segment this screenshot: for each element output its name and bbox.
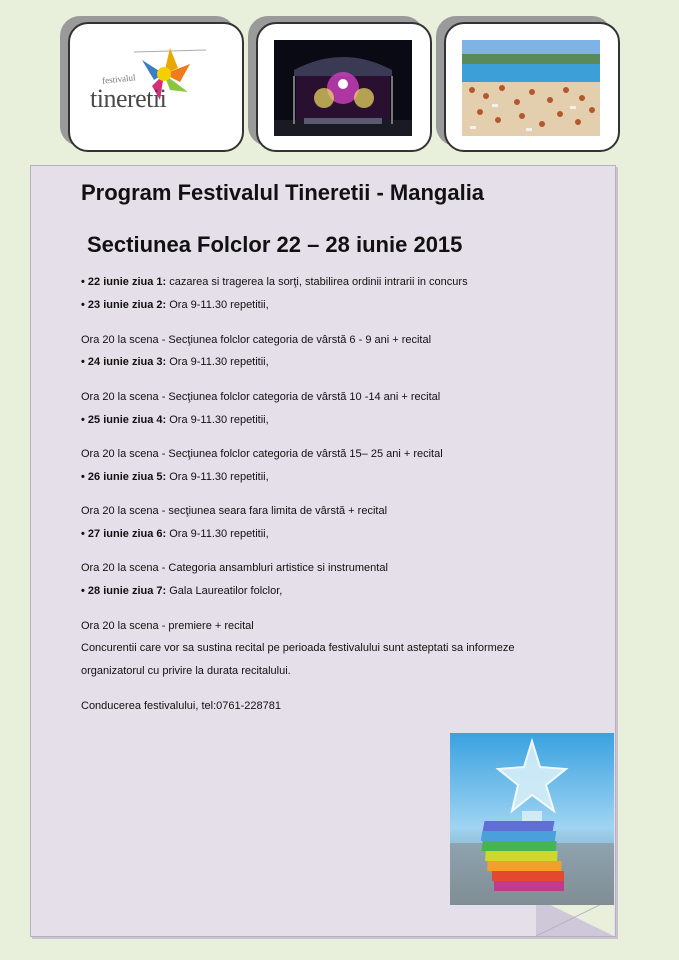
list-item: [81, 391, 440, 403]
list-item: [81, 562, 388, 574]
bullet: •: [81, 276, 88, 288]
bullet: •: [81, 471, 88, 483]
item-text: Concurentii care vor sa sustina recital pe perioada festivalului sunt asteptati sa informeze: [81, 642, 515, 654]
item-text: Gala Laureatilor folclor,: [166, 585, 283, 597]
item-text: Ora 20 la scena - premiere + recital: [81, 620, 254, 632]
list-item: [81, 334, 431, 346]
section-subtitle: Sectiunea Folclor 22 – 28 iunie 2015: [87, 232, 463, 257]
list-item: [81, 620, 254, 632]
item-text: Conducerea festivalului, tel:0761-228781: [81, 700, 281, 712]
item-text: Ora 20 la scena - Secţiunea folclor categoria de vârstă 6 - 9 ani + recital: [81, 334, 432, 346]
list-item: [81, 414, 269, 426]
list-item: [81, 665, 291, 677]
item-text: Ora 20 la scena - Categoria ansambluri artistice si instrumental: [81, 562, 388, 574]
list-item: [81, 356, 269, 368]
item-text: Ora 20 la scena - secţiunea seara fara limita de vârstă + recital: [81, 505, 388, 517]
festival-logo-card: [68, 22, 244, 152]
list-item: [81, 642, 515, 654]
bullet: •: [81, 299, 88, 311]
list-item: [81, 471, 269, 483]
day-label: 26 iunie ziua 5:: [87, 471, 167, 483]
item-text: organizatorul cu privire la durata recitalului.: [81, 665, 291, 677]
item-text: Ora 9-11.30 repetitii,: [166, 471, 269, 483]
item-text: Ora 20 la scena - Secţiunea folclor categoria de vârstă 15– 25 ani + recital: [81, 448, 443, 460]
item-text: Ora 9-11.30 repetitii,: [166, 414, 269, 426]
item-text: Ora 9-11.30 repetitii,: [166, 528, 269, 540]
day-label: 27 iunie ziua 6:: [87, 528, 167, 540]
bullet: •: [81, 585, 88, 597]
day-label: 28 iunie ziua 7:: [87, 585, 167, 597]
item-text: Ora 20 la scena - Secţiunea folclor categoria de vârstă 10 -14 ani + recital: [81, 391, 441, 403]
day-label: 22 iunie ziua 1:: [87, 276, 167, 288]
concert-stage-photo: [274, 40, 412, 136]
day-label: 23 iunie ziua 2:: [87, 299, 167, 311]
list-item: [81, 448, 443, 460]
logo-main-text: tineretii: [90, 84, 167, 113]
concert-stage-card: [256, 22, 432, 152]
list-item: [81, 299, 269, 311]
beach-card: [444, 22, 620, 152]
logo-small-text: festivalul: [101, 72, 136, 86]
day-label: 25 iunie ziua 4:: [87, 414, 167, 426]
bullet: •: [81, 356, 88, 368]
list-item: [81, 276, 468, 288]
item-text: Ora 9-11.30 repetitii,: [166, 356, 269, 368]
list-item: [81, 585, 282, 597]
bullet: •: [81, 414, 88, 426]
list-item: [81, 505, 387, 517]
list-item: [81, 528, 269, 540]
beach-photo: [462, 40, 600, 136]
item-text: Ora 9-11.30 repetitii,: [166, 299, 269, 311]
bullet: •: [81, 528, 88, 540]
day-label: 24 iunie ziua 3:: [87, 356, 167, 368]
item-text: cazarea si tragerea la sorţi, stabilirea ordinii intrarii in concurs: [166, 276, 468, 288]
festival-logo: [86, 46, 226, 126]
program-title: Program Festivalul Tineretii - Mangalia: [81, 180, 485, 205]
contact-line: [81, 700, 281, 712]
trophy-photo: [450, 733, 614, 905]
